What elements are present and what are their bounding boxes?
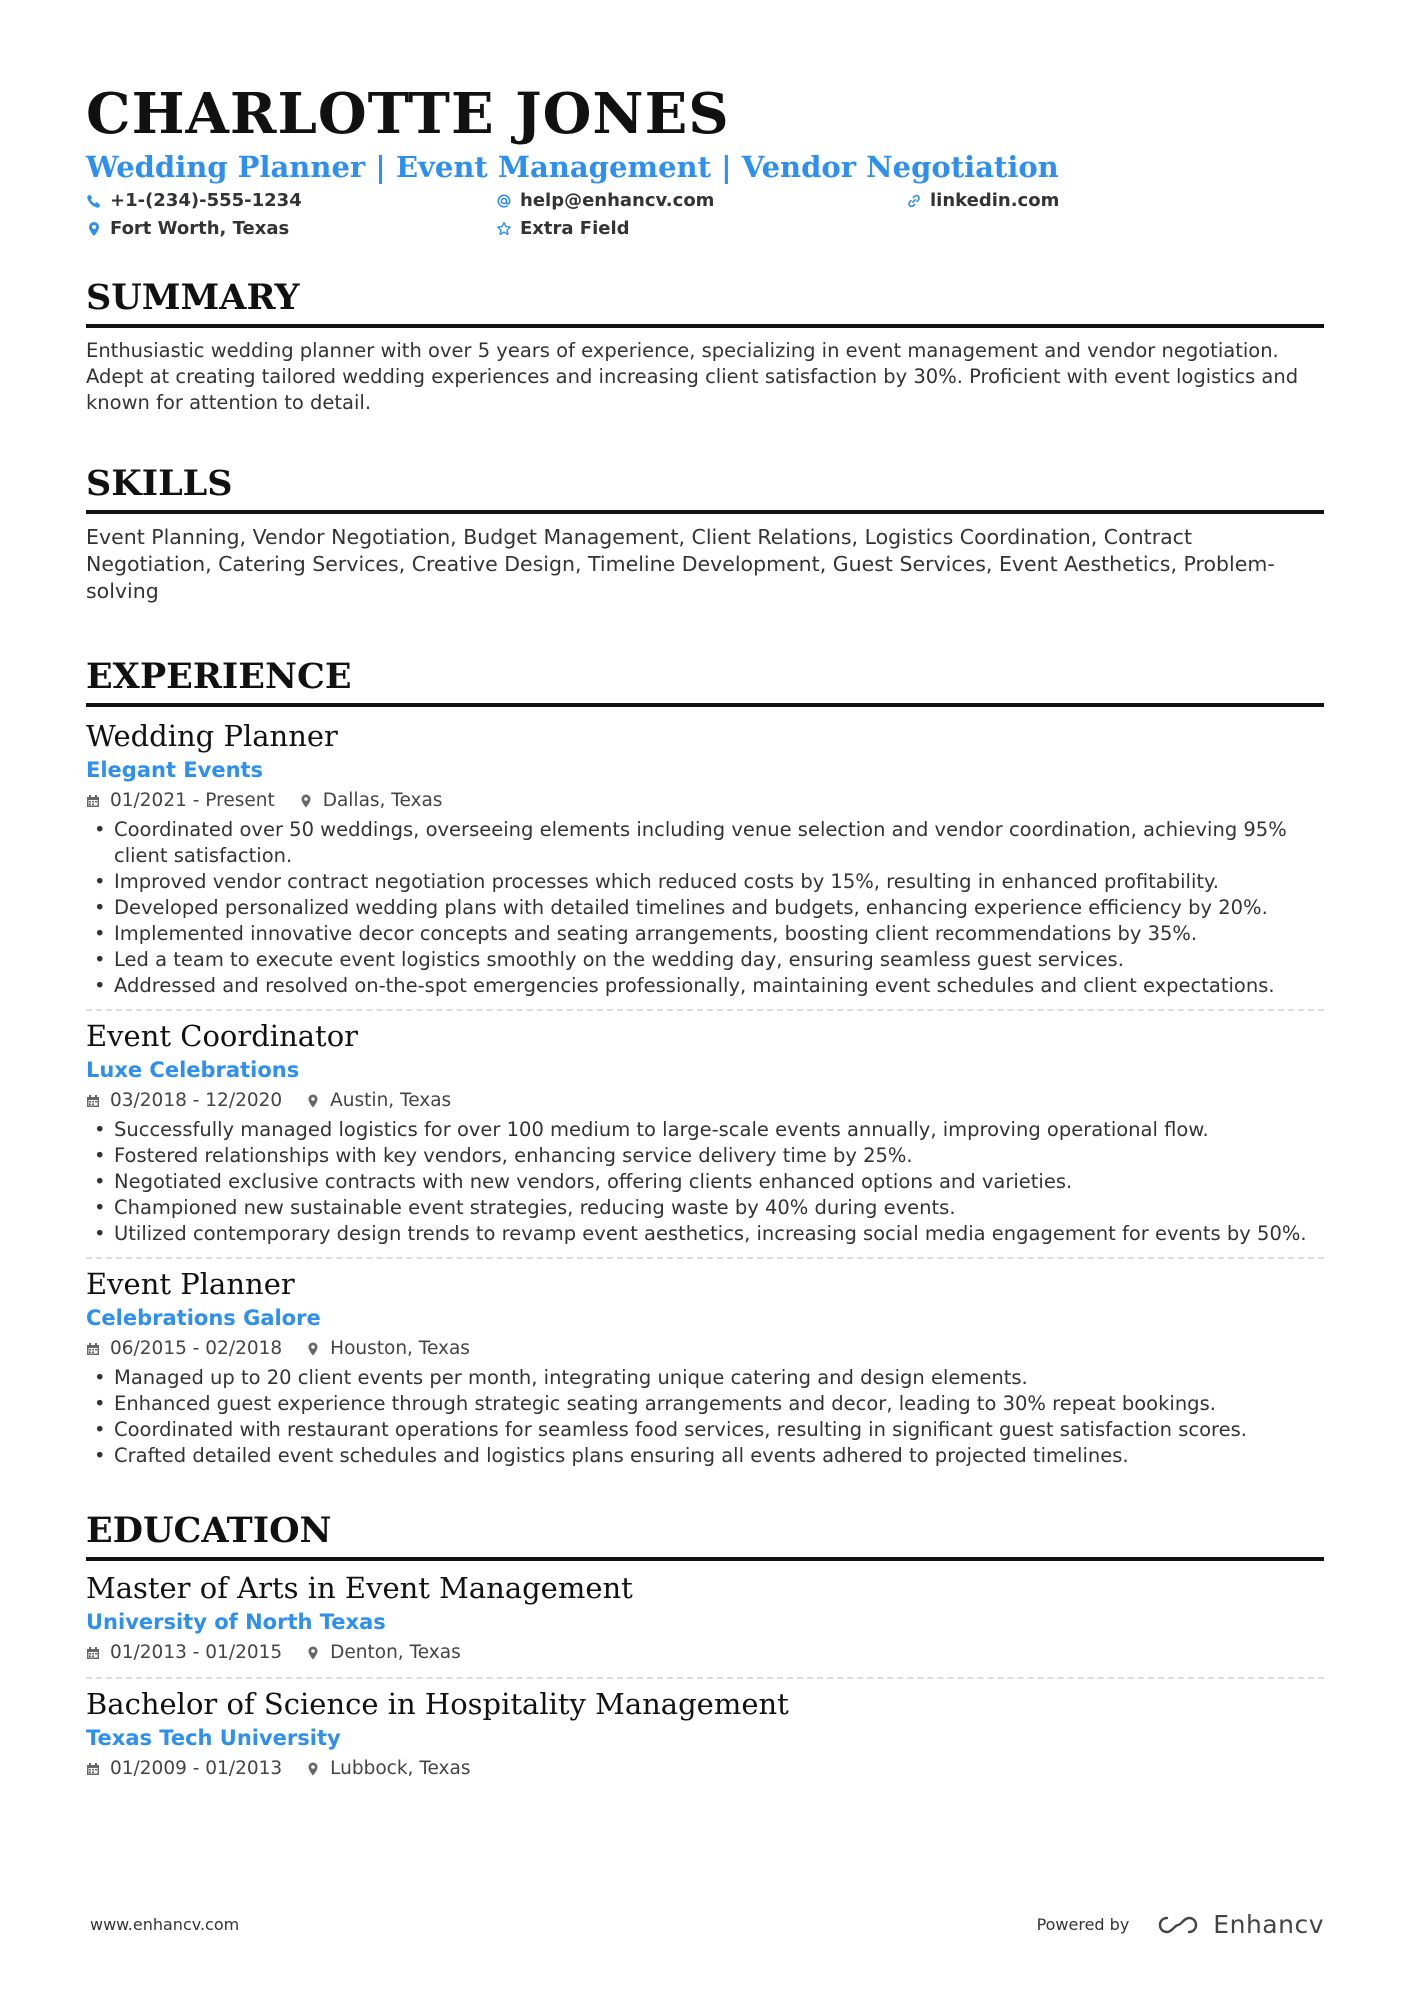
location-contact	[86, 216, 496, 242]
bullet-item: • Negotiated exclusive contracts with new vendors, offering clients enhanced options and varieties.	[86, 1169, 1324, 1195]
linkedin-contact[interactable]	[906, 188, 1306, 214]
job-meta	[86, 1335, 1324, 1363]
education-title: EDUCATION	[86, 1509, 1324, 1561]
brand-block	[1037, 1910, 1324, 1939]
phone-contact[interactable]	[86, 188, 496, 214]
job-title: Event Coordinator	[86, 1019, 359, 1053]
job-location: Houston, Texas	[306, 1335, 470, 1363]
date-range: 01/2009 - 01/2013	[86, 1755, 282, 1783]
bullet-item: • Implemented innovative decor concepts and seating arrangements, boosting client recommendations by 35%.	[86, 921, 1324, 947]
enhancv-logo[interactable]	[1155, 1910, 1324, 1939]
entry-divider	[86, 1257, 1324, 1259]
candidate-name: CHARLOTTE JONES	[86, 81, 730, 147]
skills-section	[86, 462, 1324, 605]
bullet-item: • Managed up to 20 client events per month, integrating unique catering and design elements.	[86, 1365, 1324, 1391]
company-name[interactable]: Elegant Events	[86, 758, 264, 782]
skills-title: SKILLS	[86, 462, 1324, 514]
bullet-item: • Addressed and resolved on-the-spot emergencies professionally, maintaining event schedules and client expectations.	[86, 973, 1324, 999]
job-meta	[86, 1087, 1324, 1115]
phone-icon	[86, 193, 102, 209]
calendar-icon	[86, 1762, 100, 1776]
date-range: 01/2013 - 01/2015	[86, 1639, 282, 1667]
bullet-item: • Utilized contemporary design trends to revamp event aesthetics, increasing social media engagement for events by 50%.	[86, 1221, 1324, 1247]
education-location: Denton, Texas	[306, 1639, 461, 1667]
experience-entry	[86, 1017, 1324, 1247]
job-meta	[86, 787, 1324, 815]
job-title: Wedding Planner	[86, 719, 338, 753]
degree-title: Master of Arts in Event Management	[86, 1571, 633, 1605]
bullet-item: • Developed personalized wedding plans with detailed timelines and budgets, enhancing experience efficiency by 20%.	[86, 895, 1324, 921]
bullet-item: • Fostered relationships with key vendors, enhancing service delivery time by 25%.	[86, 1143, 1324, 1169]
bullet-item: • Coordinated with restaurant operations for seamless food services, resulting in significant guest satisfaction scores.	[86, 1417, 1324, 1443]
summary-section	[86, 276, 1324, 416]
summary-text: Enthusiastic wedding planner with over 5 years of experience, specializing in event management and vendor negotiation. Adept at creating tailored wedding experiences and increasing client satisfaction by 30%. Proficient with event logistics and known for attention to detail.	[86, 339, 1299, 414]
calendar-icon	[86, 1646, 100, 1660]
brand-name: Enhancv	[1213, 1910, 1324, 1939]
location-pin-icon	[306, 1646, 320, 1660]
linkedin-text: linkedin.com	[930, 190, 1060, 211]
calendar-icon	[86, 794, 100, 808]
experience-entry	[86, 1265, 1324, 1469]
experience-entry	[86, 717, 1324, 999]
education-entry	[86, 1569, 1324, 1667]
experience-title: EXPERIENCE	[86, 655, 1324, 707]
bullet-item: • Improved vendor contract negotiation processes which reduced costs by 15%, resulting in enhanced profitability.	[86, 869, 1324, 895]
school-name[interactable]: Texas Tech University	[86, 1726, 341, 1750]
bullet-item: • Crafted detailed event schedules and logistics plans ensuring all events adhered to projected timelines.	[86, 1443, 1324, 1469]
extra-text: Extra Field	[520, 218, 630, 239]
date-range: 03/2018 - 12/2020	[86, 1087, 282, 1115]
location-pin-icon	[306, 1342, 320, 1356]
bullet-item: • Led a team to execute event logistics smoothly on the wedding day, ensuring seamless guest services.	[86, 947, 1324, 973]
education-meta	[86, 1639, 1324, 1667]
calendar-icon	[86, 1342, 100, 1356]
page-footer	[90, 1910, 1324, 1939]
degree-title: Bachelor of Science in Hospitality Management	[86, 1687, 789, 1721]
star-icon	[496, 221, 512, 237]
bullet-item: • Coordinated over 50 weddings, overseeing elements including venue selection and vendor coordination, achieving 95% client satisfaction.	[86, 817, 1324, 869]
website-link[interactable]: www.enhancv.com	[90, 1915, 240, 1934]
education-location: Lubbock, Texas	[306, 1755, 470, 1783]
at-icon	[496, 193, 512, 209]
company-name[interactable]: Luxe Celebrations	[86, 1058, 300, 1082]
bullet-item: • Successfully managed logistics for over 100 medium to large-scale events annually, improving operational flow.	[86, 1117, 1324, 1143]
job-title: Event Planner	[86, 1267, 295, 1301]
company-name[interactable]: Celebrations Galore	[86, 1306, 321, 1330]
job-location: Austin, Texas	[306, 1087, 451, 1115]
bullet-item: • Championed new sustainable event strategies, reducing waste by 40% during events.	[86, 1195, 1324, 1221]
email-contact[interactable]	[496, 188, 906, 214]
email-text: help@enhancv.com	[520, 190, 715, 211]
contact-info	[86, 188, 1324, 242]
skills-text: Event Planning, Vendor Negotiation, Budget Management, Client Relations, Logistics Coordination, Contract Negotiation, Catering Services, Creative Design, Timeline Development, Guest Services, Event Aesthetics, Problem-solving	[86, 525, 1275, 603]
job-bullets	[86, 817, 1324, 999]
job-location: Dallas, Texas	[299, 787, 443, 815]
education-entry	[86, 1685, 1324, 1783]
location-text: Fort Worth, Texas	[110, 218, 290, 239]
powered-by-label: Powered by	[1036, 1915, 1130, 1934]
job-bullets	[86, 1365, 1324, 1469]
job-bullets	[86, 1117, 1324, 1247]
headline: Wedding Planner | Event Management | Vendor Negotiation	[86, 150, 1059, 184]
location-pin-icon	[306, 1094, 320, 1108]
calendar-icon	[86, 1094, 100, 1108]
extra-contact	[496, 216, 906, 242]
summary-title: SUMMARY	[86, 276, 1324, 328]
date-range: 06/2015 - 02/2018	[86, 1335, 282, 1363]
bullet-item: • Enhanced guest experience through strategic seating arrangements and decor, leading to 30% repeat bookings.	[86, 1391, 1324, 1417]
phone-text: +1-(234)-555-1234	[110, 190, 302, 211]
location-pin-icon	[306, 1762, 320, 1776]
education-meta	[86, 1755, 1324, 1783]
date-range: 01/2021 - Present	[86, 787, 275, 815]
entry-divider	[86, 1009, 1324, 1011]
location-pin-icon	[299, 794, 313, 808]
link-icon	[906, 193, 922, 209]
education-section	[86, 1509, 1324, 1783]
entry-divider	[86, 1677, 1324, 1679]
experience-section	[86, 655, 1324, 1469]
infinity-logo-icon	[1155, 1914, 1201, 1936]
school-name[interactable]: University of North Texas	[86, 1610, 386, 1634]
location-pin-icon	[86, 221, 102, 237]
